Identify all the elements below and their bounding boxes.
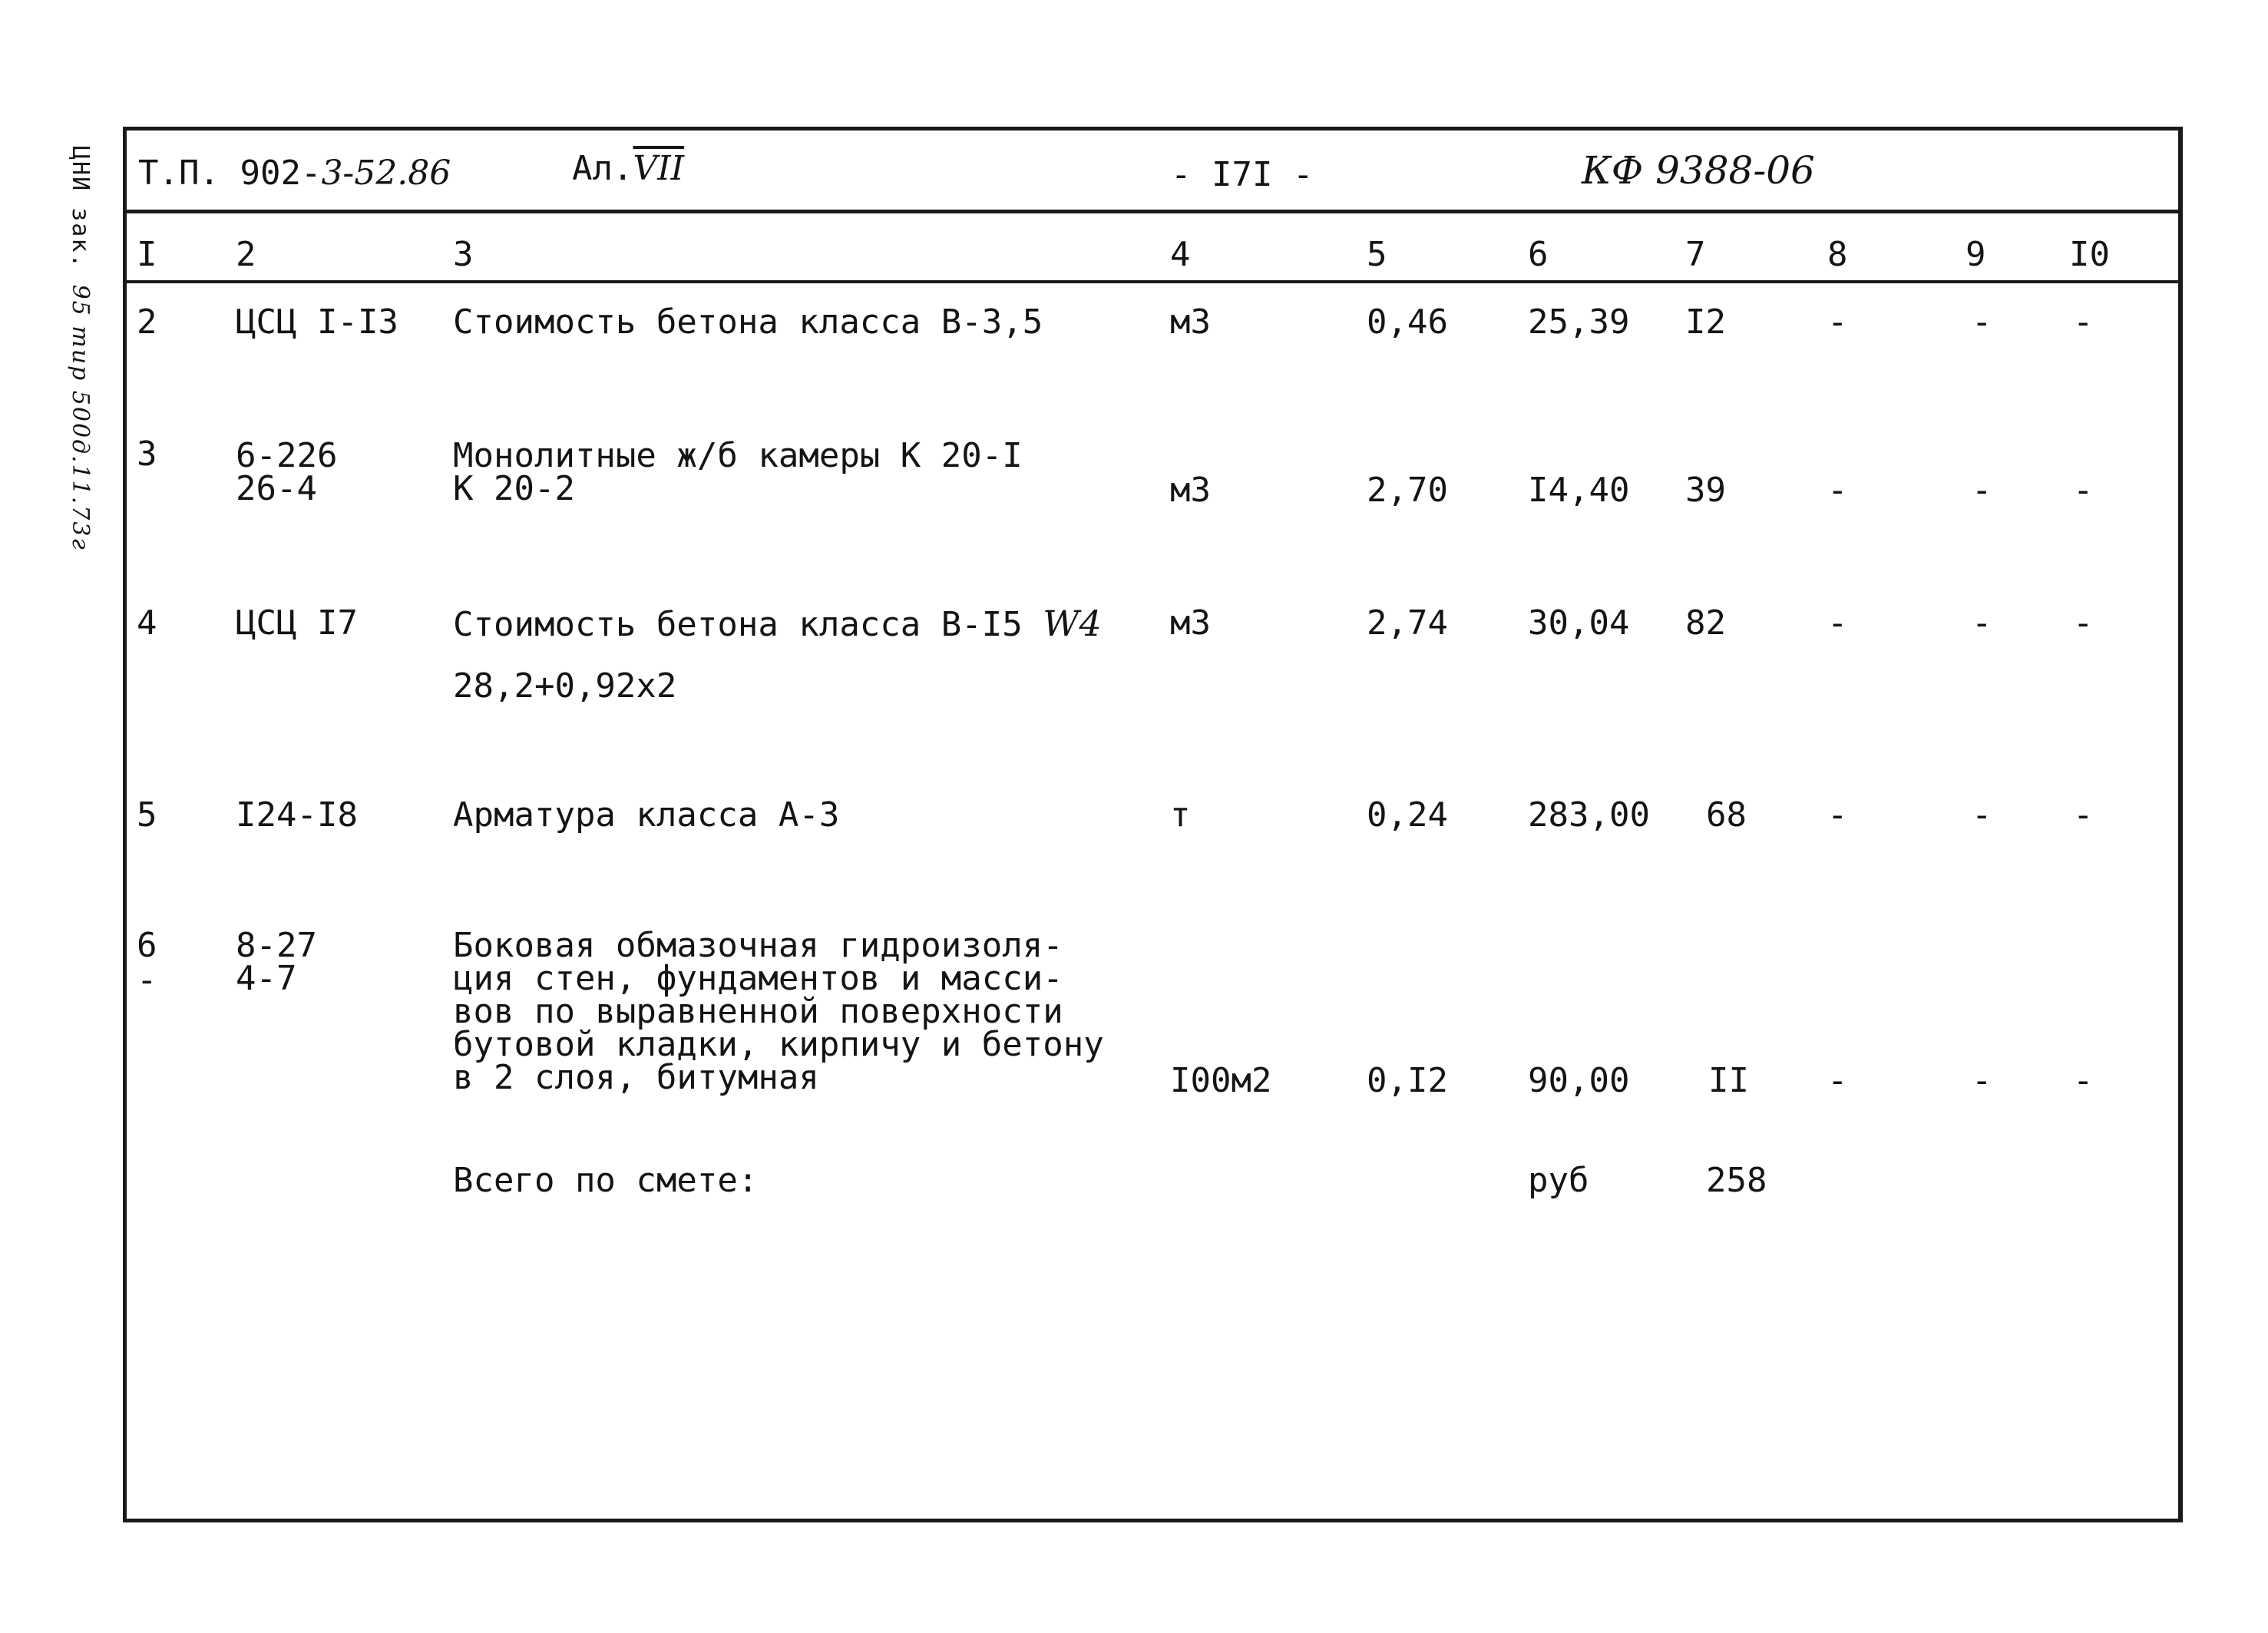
page-number: - I7I - [1171, 155, 1314, 194]
column-header-1: I [137, 235, 157, 274]
row-unit-price: 30,04 [1528, 603, 1630, 643]
row-col9: - [1972, 795, 1992, 835]
column-header-5: 5 [1367, 235, 1387, 274]
row-description-line3: вов по выравненной поверхности [453, 992, 1063, 1031]
row-quantity: 0,I2 [1367, 1061, 1448, 1100]
row-cost: II [1708, 1061, 1749, 1100]
row-quantity: 2,70 [1367, 471, 1448, 510]
row-code-line2: 26-4 [236, 469, 317, 508]
album-label: $Ал.\overline{VII}$ [572, 149, 685, 188]
row-description-line4: бутовой кладки, кирпичу и бетону [453, 1025, 1104, 1064]
row-quantity: 0,24 [1367, 795, 1448, 835]
row-code-line2: 4-7 [236, 959, 297, 998]
column-header-8: 8 [1827, 235, 1848, 274]
total-label: Всего по смете: [453, 1161, 759, 1200]
column-header-4: 4 [1170, 235, 1191, 274]
total-value: 258 [1706, 1161, 1767, 1200]
header-divider [127, 210, 2178, 213]
column-header-3: 3 [453, 235, 474, 274]
row-description-line1: Боковая обмазочная гидроизоля- [453, 926, 1063, 965]
row-col10: - [2073, 471, 2094, 510]
total-currency: руб [1528, 1161, 1589, 1200]
row-number-sub: - [137, 960, 157, 1000]
row-description-formula: 28,2+0,92x2 [453, 666, 677, 706]
row-description-line2: К 20-2 [453, 469, 575, 508]
column-header-2: 2 [236, 235, 256, 274]
handwritten-grade: W4 [1043, 603, 1102, 644]
row-col10: - [2073, 1061, 2094, 1100]
row-unit-price: 90,00 [1528, 1061, 1630, 1100]
estimate-sheet [123, 127, 2183, 1522]
row-cost: 39 [1685, 471, 1726, 510]
row-col9: - [1972, 302, 1992, 342]
row-quantity: 2,74 [1367, 603, 1448, 643]
row-description: Стоимость бетона класса В-I5 W4 [453, 603, 1102, 644]
column-header-9: 9 [1965, 235, 1986, 274]
row-unit: м3 [1170, 603, 1211, 643]
row-cost: I2 [1685, 302, 1726, 342]
row-col10: - [2073, 795, 2094, 835]
row-col8: - [1827, 603, 1848, 643]
side-margin-note [46, 146, 107, 551]
row-col9: - [1972, 1061, 1992, 1100]
document-code: КФ 9388-06 [1582, 148, 1815, 193]
side-note-text: ЦНИ зак. 95 тир 500д.11.73г [67, 146, 94, 551]
row-unit-price: I4,40 [1528, 471, 1630, 510]
row-unit-price: 283,00 [1528, 795, 1650, 835]
row-col10: - [2073, 302, 2094, 342]
row-description: Монолитные ж/б камеры К 20-I [453, 436, 1023, 475]
row-description-line2: ция стен, фундаментов и масси- [453, 959, 1063, 998]
row-unit: м3 [1170, 302, 1211, 342]
row-unit: м3 [1170, 471, 1211, 510]
row-col10: - [2073, 603, 2094, 643]
row-col8: - [1827, 302, 1848, 342]
row-quantity: 0,46 [1367, 302, 1448, 342]
row-description: Стоимость бетона класса В-3,5 [453, 302, 1043, 342]
row-unit: I00м2 [1170, 1061, 1272, 1100]
row-col8: - [1827, 795, 1848, 835]
row-number: 6 [137, 926, 157, 965]
row-code: ЦСЦ I7 [236, 603, 358, 643]
row-number: 2 [137, 302, 157, 342]
row-code: 8-27 [236, 926, 317, 965]
row-code: I24-I8 [236, 795, 358, 835]
row-col8: - [1827, 471, 1848, 510]
series-label: Т.П. 902-3-52.86 [138, 154, 451, 193]
column-header-6: 6 [1528, 235, 1549, 274]
row-description-line5: в 2 слоя, битумная [453, 1058, 819, 1097]
row-cost: 68 [1706, 795, 1747, 835]
row-number: 5 [137, 795, 157, 835]
row-description: Арматура класса А-3 [453, 795, 840, 835]
row-code: ЦСЦ I-I3 [236, 302, 398, 342]
row-number: 3 [137, 435, 157, 474]
column-header-divider [127, 280, 2178, 283]
row-col8: - [1827, 1061, 1848, 1100]
row-col9: - [1972, 471, 1992, 510]
row-col9: - [1972, 603, 1992, 643]
column-header-7: 7 [1685, 235, 1706, 274]
row-cost: 82 [1685, 603, 1726, 643]
column-header-10: I0 [2069, 235, 2110, 274]
row-unit-price: 25,39 [1528, 302, 1630, 342]
row-unit: т [1170, 795, 1191, 835]
row-code: 6-226 [236, 436, 338, 475]
row-number: 4 [137, 603, 157, 643]
